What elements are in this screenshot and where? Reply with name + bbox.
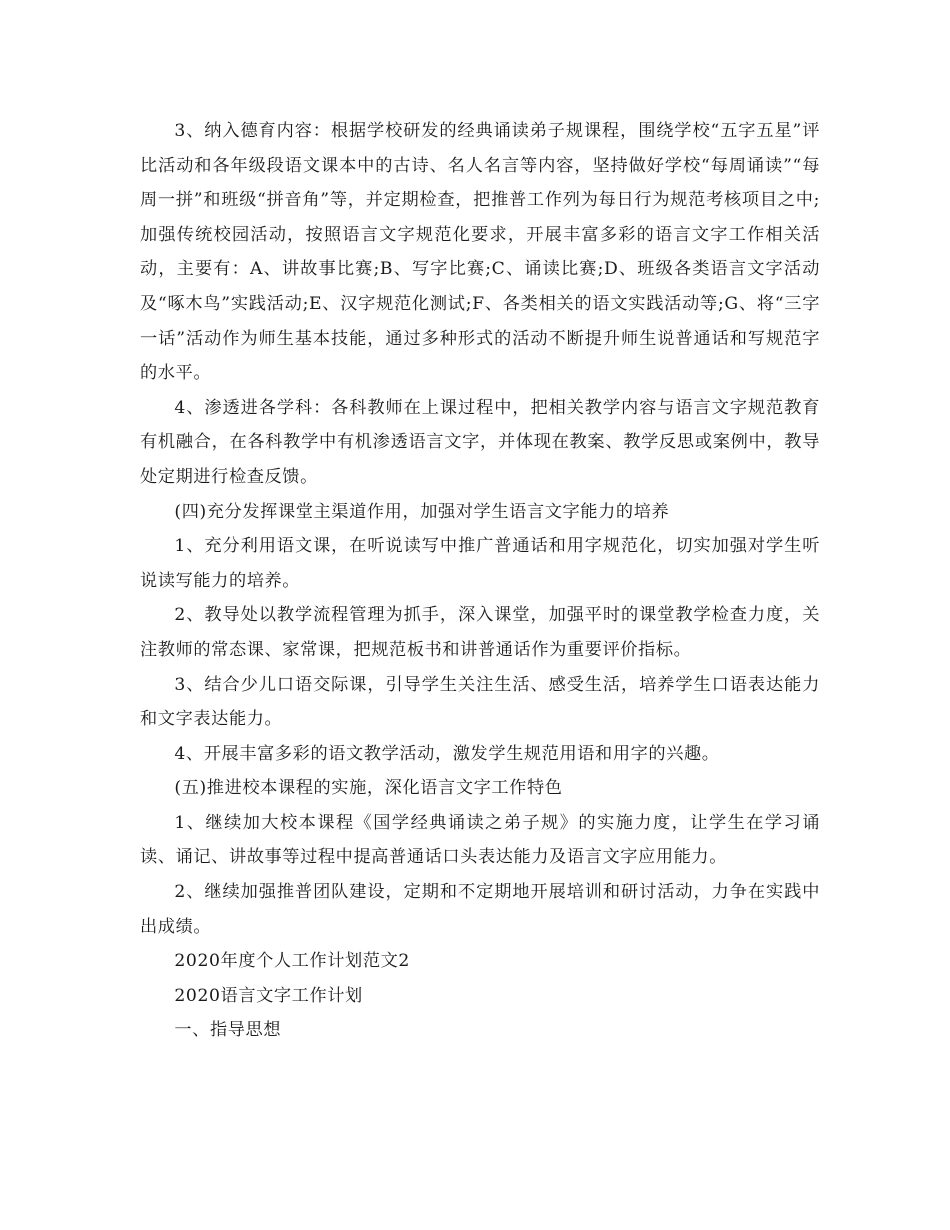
- document-subtitle: 2020语言文字工作计划: [174, 985, 363, 1006]
- section-heading-4: (四)充分发挥课堂主渠道作用，加强对学生语言文字能力的培养: [174, 501, 670, 522]
- paragraph-5: 3、结合少儿口语交际课，引导学生关注生活、感受生活，培养学生口语表达能力和文字表达能力。: [140, 674, 820, 730]
- paragraph-3: 1、充分利用语文课，在听说读写中推广普通话和用字规范化，切实加强对学生听说读写能力的培养。: [140, 536, 820, 591]
- section-heading-1: 一、指导思想: [174, 1020, 282, 1041]
- paragraph-8: 2、继续加强推普团队建设，定期和不定期地开展培训和研讨活动，力争在实践中出成绩。: [140, 882, 820, 937]
- paragraph-1: 3、纳入德育内容：根据学校研发的经典诵读弟子规课程，围绕学校“五字五星”评比活动和各年级段语文课本中的古诗、名人名言等内容，坚持做好学校“每周诵读”“每周一拼”和班级“拼音角”等，并定期检查，把推普工作列为每日行为规范考核项目之中;加强传统校园活动，按照语言文字规范化要求，开展丰富多彩的语言文字工作相关活动，主要有：A、讲故事比赛;B、写字比赛;C、诵读比赛;D、班级各类语言文字活动及“啄木鸟”实践活动;E、汉字规范化测试;F、各类相关的语文实践活动等;G、将“三字一话”活动作为师生基本技能，通过多种形式的活动不断提升师生说普通话和写规范字的水平。: [140, 121, 820, 384]
- paragraph-6: 4、开展丰富多彩的语文教学活动，激发学生规范用语和用字的兴趣。: [174, 743, 720, 764]
- paragraph-4: 2、教导处以教学流程管理为抓手，深入课堂，加强平时的课堂教学检查力度，关注教师的常态课、家常课，把规范板书和讲普通话作为重要评价指标。: [140, 605, 820, 660]
- section-heading-5: (五)推进校本课程的实施，深化语言文字工作特色: [174, 778, 563, 799]
- paragraph-7: 1、继续加大校本课程《国学经典诵读之弟子规》的实施力度，让学生在学习诵读、诵记、讲故事等过程中提高普通话口头表达能力及语言文字应用能力。: [140, 812, 820, 868]
- paragraph-2: 4、渗透进各学科：各科教师在上课过程中，把相关教学内容与语言文字规范教育有机融合，在各科教学中有机渗透语言文字，并体现在教案、教学反思或案例中，教导处定期进行检查反馈。: [140, 397, 820, 487]
- document-title-2: 2020年度个人工作计划范文2: [174, 951, 410, 972]
- document-body: [140, 114, 820, 1048]
